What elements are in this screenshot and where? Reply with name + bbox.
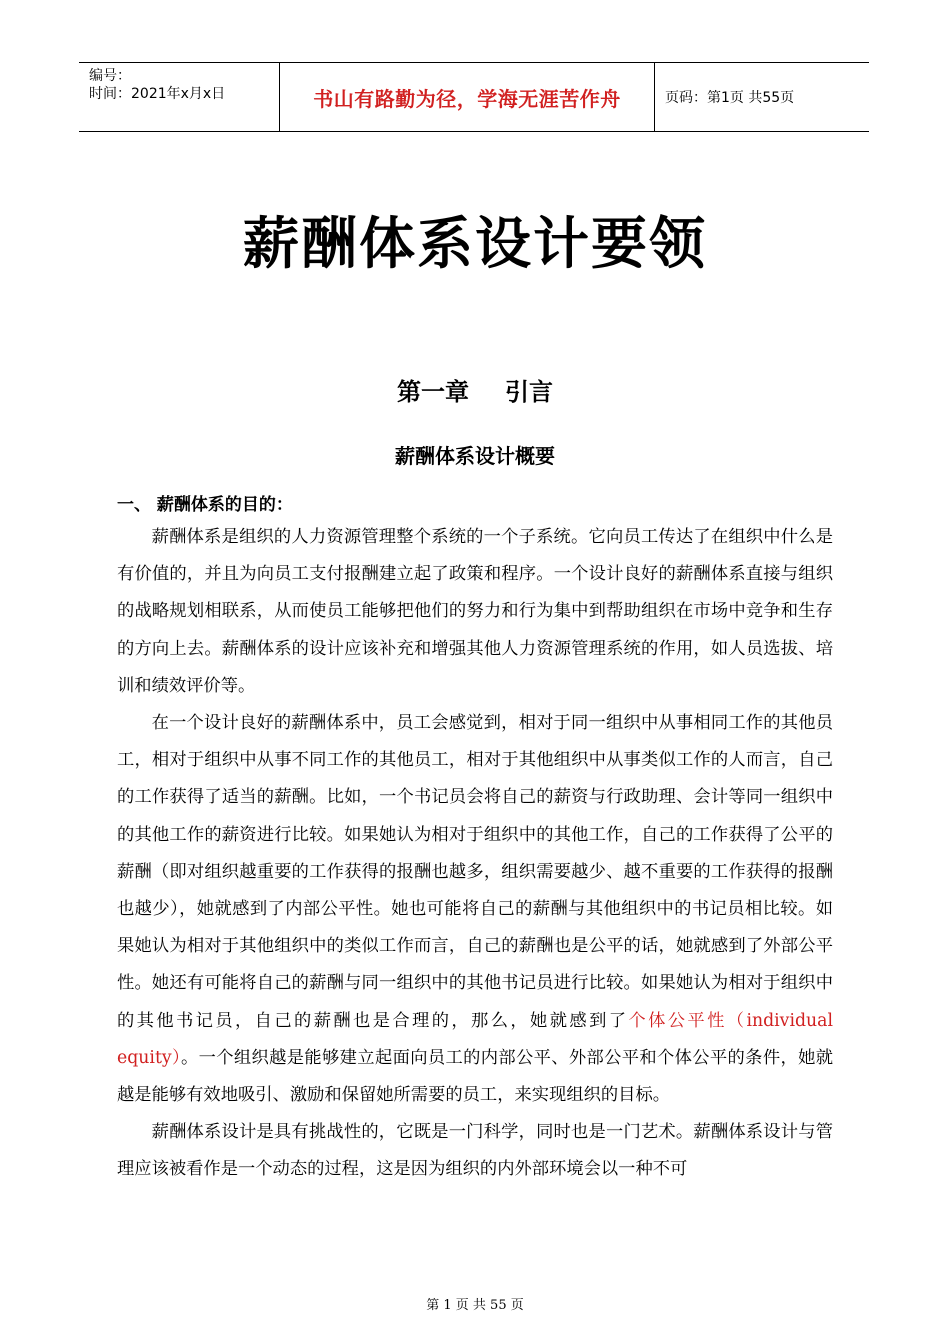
page-footer: 第 1 页 共 55 页 (426, 1298, 524, 1313)
header-meta (79, 63, 280, 131)
chapter-heading (0, 372, 950, 407)
document-time-label: 时间：2021年x月x日 (89, 86, 226, 102)
header-motto: 书山有路勤为径，学海无涯苦作舟 (280, 63, 655, 131)
paragraph-3: 薪酬体系设计是具有挑战性的，它既是一门科学，同时也是一门艺术。薪酬体系设计与管理应该被看作是一个动态的过程，这是因为组织的内外部环境会以一种不可 (117, 1122, 833, 1180)
header-page-info: 页码：第1页 共55页 (665, 90, 795, 106)
chapter-name: 引言 (505, 378, 553, 406)
chapter-number: 第一章 (397, 378, 469, 406)
document-number-label: 编号： (89, 68, 131, 84)
paragraph-1: 薪酬体系是组织的人力资源管理整个系统的一个子系统。它向员工传达了在组织中什么是有价值的，并且为向员工支付报酬建立起了政策和程序。一个设计良好的薪酬体系直接与组织的战略规划相联系，从而使员工能够把他们的努力和行为集中到帮助组织在市场中竞争和生存的方向上去。薪酬体系的设计应该补充和增强其他人力资源管理系统的作用，如人员选拔、培训和绩效评价等。 (117, 527, 833, 696)
section-heading: 一、 薪酬体系的目的： (117, 495, 293, 515)
section-subtitle: 薪酬体系设计概要 (395, 444, 555, 468)
body-text (117, 519, 833, 1189)
document-title: 薪酬体系设计要领 (243, 212, 707, 277)
paragraph-2-end: 。一个组织越是能够建立起面向员工的内部公平、外部公平和个体公平的条件，她就越是能够有效地吸引、激励和保留她所需要的员工，来实现组织的目标。 (117, 1047, 833, 1106)
paragraph-2 (117, 705, 833, 1114)
individual-equity-term: 个体公平性（individual equity） (117, 1010, 833, 1068)
page-header (79, 62, 869, 132)
paragraph-2-start: 在一个设计良好的薪酬体系中，员工会感觉到，相对于同一组织中从事相同工作的其他员工，相对于组织中从事不同工作的其他员工，相对于其他组织中从事类似工作的人而言，自己的工作获得了适当的薪酬。比如，一个书记员会将自己的薪资与行政助理、会计等同一组织中的其他工作的薪资进行比较。如果她认为相对于组织中的其他工作，自己的工作获得了公平的薪酬（即对组织越重要的工作获得的报酬也越多，组织需要越少、越不重要的工作获得的报酬也越少），她就感到了内部公平性。她也可能将自己的薪酬与其他组织中的书记员相比较。如果她认为相对于其他组织中的类似工作而言，自己的薪酬也是公平的话，她就感到了外部公平性。她还有可能将自己的薪酬与同一组织中的其他书记员进行比较。如果她认为相对于组织中的其他书记员，自己的薪酬也是合理的，那么，她就感到了 (117, 713, 833, 1031)
